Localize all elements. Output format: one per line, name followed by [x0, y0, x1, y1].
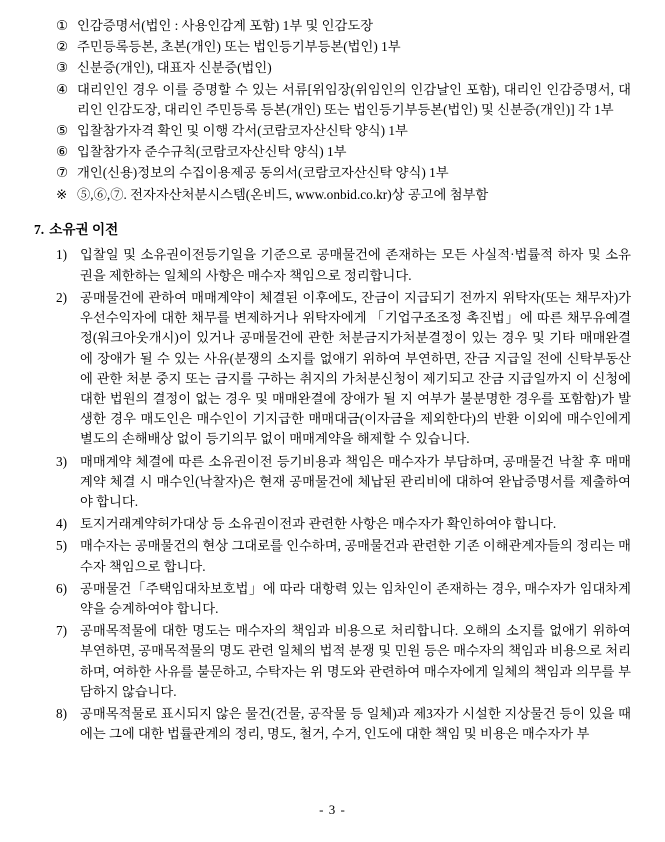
list-marker: ⑤ — [56, 123, 68, 139]
list-marker: 4) — [56, 516, 68, 532]
required-documents-list — [56, 16, 631, 205]
list-item — [56, 245, 631, 285]
list-marker: 6) — [56, 580, 68, 596]
note-marker: ※ — [56, 186, 68, 202]
list-item — [56, 288, 631, 450]
list-marker: 7) — [56, 623, 68, 639]
list-text: 공매물건에 관하여 매매계약이 체결된 이후에도, 잔금이 지급되기 전까지 위탁자(또는 채무자)가 우선수익자에 대한 채무를 변제하거나 위탁자에게 「기업구조조정 촉진법」에 따른 채무유예결정(워크아웃개시)이 있거나 공매물건에 관한 처분금지가처분결정이 있는 경우 및 기타 매매완결에 장애가 될 수 있는 사유(분쟁의 소지를 없애기 위하여 부연하면, 잔금 지급일 전에 신탁부동산에 관한 처분 중지 또는 금지를 구하는 취지의 가처분신청이 제기되고 잔금 지급일까지 이 신청에 대한 법원의 결정이 없는 경우 및 매매완결에 장애가 될 지 여부가 불분명한 경우를 포함함)가 발생한 경우 매도인은 매수인이 기지급한 매매대금(이자금을 제외한다)의 반환 이외에 매수인에게 별도의 손해배상 없이 등기의무 없이 매매계약을 해제할 수 있습니다. — [80, 289, 631, 447]
list-text: 인감증명서(법인 : 사용인감계 포함) 1부 및 인감도장 — [77, 18, 374, 33]
list-marker: 2) — [56, 289, 68, 305]
list-text: 입찰참가자 준수규칙(코람코자산신탁 양식) 1부 — [77, 144, 347, 160]
ownership-transfer-list — [56, 245, 631, 744]
list-marker: ⑦ — [56, 165, 68, 181]
list-text: 입찰참가자격 확인 및 이행 각서(코람코자산신탁 양식) 1부 — [77, 123, 408, 139]
list-marker: 8) — [56, 705, 68, 721]
attachment-note — [56, 185, 631, 205]
list-text: 매수자는 공매물건의 현상 그대로를 인수하며, 공매물건과 관련한 기존 이해관계자들의 정리는 매수자 책임으로 합니다. — [80, 538, 631, 574]
list-text: 개인(신용)정보의 수집이용제공 동의서(코람코자산신탁 양식) 1부 — [77, 165, 449, 181]
list-text: 입찰일 및 소유권이전등기일을 기준으로 공매물건에 존재하는 모든 사실적·법률적 하자 및 소유권을 제한하는 일체의 사항은 매수자 책임으로 정리합니다. — [80, 247, 631, 283]
list-text: 주민등록등본, 초본(개인) 또는 법인등기부등본(법인) 1부 — [77, 39, 401, 55]
section-title: 소유권 이전 — [49, 221, 119, 237]
list-item — [56, 58, 631, 78]
list-item — [56, 16, 631, 36]
section-number: 7. — [34, 221, 45, 237]
list-item — [56, 37, 631, 57]
list-item — [56, 121, 631, 141]
list-item — [56, 514, 631, 534]
list-item — [56, 80, 631, 120]
list-text: 신분증(개인), 대표자 신분증(법인) — [77, 60, 272, 76]
list-item — [56, 621, 631, 702]
list-marker: ② — [56, 39, 68, 55]
section-heading — [34, 220, 631, 241]
list-text: 대리인인 경우 이를 증명할 수 있는 서류[위임장(위임인의 인감날인 포함), 대리인 인감증명서, 대리인 인감도장, 대리인 주민등록 등본(개인) 또는 법인등기부등본(법인) 및 신분증(개인)] 각 1부 — [77, 81, 631, 117]
list-item — [56, 163, 631, 183]
note-text: ⑤,⑥,⑦. 전자자산처분시스템(온비드, www.onbid.co.kr)상 공고에 첨부함 — [77, 186, 489, 202]
list-item — [56, 704, 631, 744]
list-item — [56, 579, 631, 619]
list-item — [56, 452, 631, 513]
list-item — [56, 142, 631, 162]
list-text: 공매목적물로 표시되지 않은 물건(건물, 공작물 등 일체)과 제3자가 시설한 지상물건 등이 있을 때에는 그에 대한 법률관계의 정리, 명도, 철거, 수거, 인도에 대한 책임 및 비용은 매수자가 부 — [80, 705, 631, 742]
list-marker: ④ — [56, 81, 68, 97]
list-marker: ③ — [56, 60, 68, 76]
page-number: - 3 - — [319, 802, 346, 817]
list-text: 공매목적물에 대한 명도는 매수자의 책임과 비용으로 처리합니다. 오해의 소지를 없애기 위하여 부연하면, 공매목적물의 명도 관련 일체의 법적 분쟁 및 민원 등은 매수자의 책임과 비용으로 처리하며, 여하한 사유를 불문하고, 수탁자는 위 명도와 관련하여 매수자에게 일체의 책임과 의무를 부담하지 않습니다. — [80, 623, 631, 699]
list-text: 토지거래계약허가대상 등 소유권이전과 관련한 사항은 매수자가 확인하여야 합니다. — [80, 516, 557, 532]
list-item — [56, 536, 631, 576]
list-marker: 3) — [56, 453, 68, 469]
list-text: 매매계약 체결에 따른 소유권이전 등기비용과 책임은 매수자가 부담하며, 공매물건 낙찰 후 매매계약 체결 시 매수인(낙찰자)은 현재 공매물건에 체납된 관리비에 대하여 완납증명서를 제출하여야 합니다. — [80, 453, 631, 509]
list-text: 공매물건「주택임대차보호법」에 따라 대항력 있는 임차인이 존재하는 경우, 매수자가 임대차계약을 승계하여야 합니다. — [80, 580, 631, 616]
list-marker: ① — [56, 18, 68, 33]
list-marker: 1) — [56, 247, 68, 263]
document-body — [34, 16, 631, 744]
list-marker: ⑥ — [56, 144, 68, 160]
list-marker: 5) — [56, 538, 68, 554]
